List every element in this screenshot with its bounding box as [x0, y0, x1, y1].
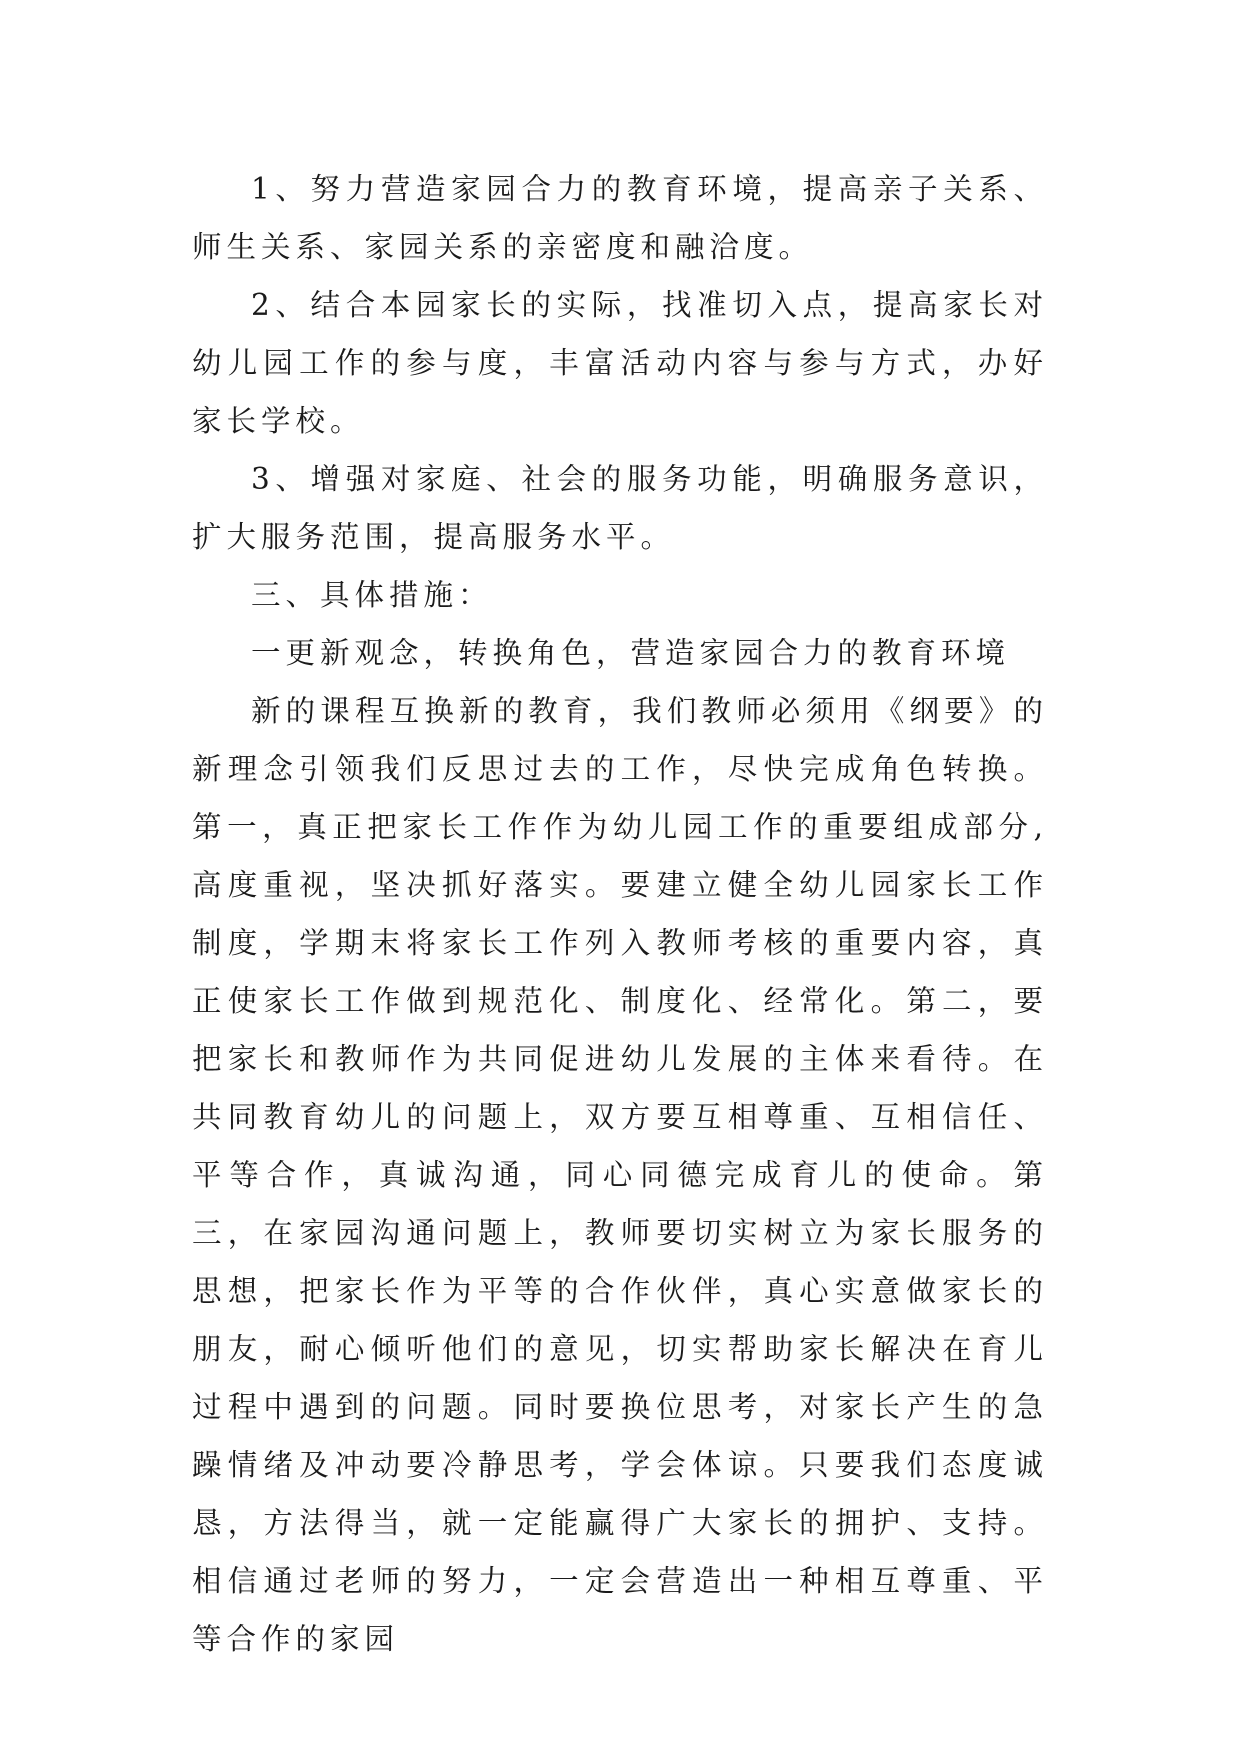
section-heading-measures: 三、具体措施： [251, 578, 493, 612]
subheading-update-concepts: 一更新观念，转换角色，营造家园合力的教育环境 [251, 636, 1011, 670]
paragraph-goal-2: 2、结合本园家长的实际，找准切入点，提高家长对幼儿园工作的参与度，丰富活动内容与参与方式，办好家长学校。 [192, 288, 1048, 438]
paragraph-goal-1: 1、努力营造家园合力的教育环境，提高亲子关系、师生关系、家园关系的亲密度和融洽度。 [192, 172, 1048, 264]
paragraph-body: 新的课程互换新的教育，我们教师必须用《纲要》的新理念引领我们反思过去的工作，尽快完成角色转换。第一，真正把家长工作作为幼儿园工作的重要组成部分,高度重视，坚决抓好落实。要建立健全幼儿园家长工作制度，学期末将家长工作列入教师考核的重要内容，真正使家长工作做到规范化、制度化、经常化。第二，要把家长和教师作为共同促进幼儿发展的主体来看待。在共同教育幼儿的问题上，双方要互相尊重、互相信任、平等合作，真诚沟通，同心同德完成育儿的使命。第三，在家园沟通问题上，教师要切实树立为家长服务的思想，把家长作为平等的合作伙伴，真心实意做家长的朋友，耐心倾听他们的意见，切实帮助家长解决在育儿过程中遇到的问题。同时要换位思考，对家长产生的急躁情绪及冲动要冷静思考，学会体谅。只要我们态度诚恳，方法得当，就一定能赢得广大家长的拥护、支持。相信通过老师的努力，一定会营造出一种相互尊重、平等合作的家园 [192, 694, 1048, 1656]
paragraph-goal-3: 3、增强对家庭、社会的服务功能，明确服务意识，扩大服务范围，提高服务水平。 [192, 462, 1048, 554]
document-page [192, 160, 1048, 1668]
